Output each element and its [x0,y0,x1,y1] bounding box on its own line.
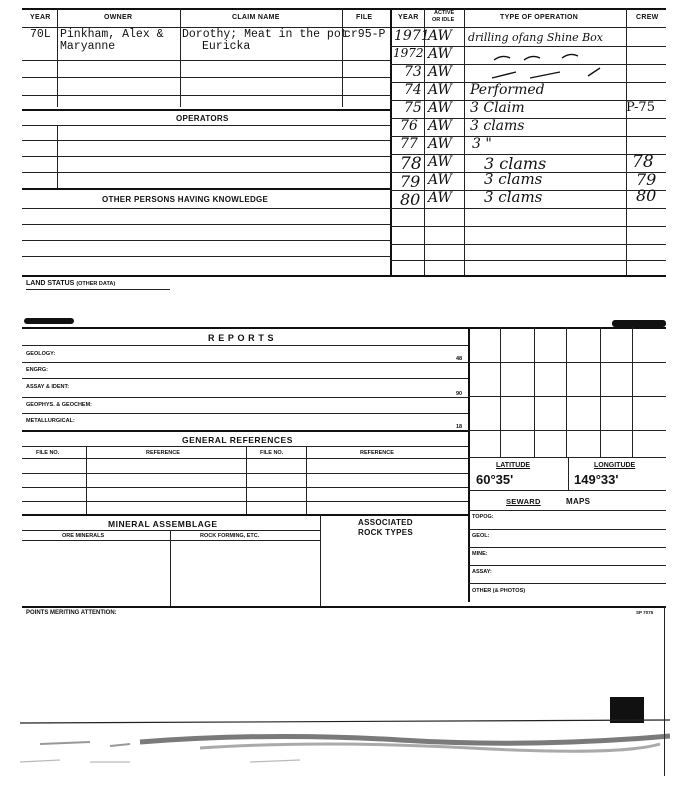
section-line [22,327,666,329]
ref-reference-1: REFERENCE [146,450,180,456]
row-line [22,140,390,141]
row-line [22,446,468,447]
col-divider [57,125,58,188]
row-line [468,510,666,511]
row-line [22,458,468,459]
report-engrg: ENGRG: [26,367,48,373]
header-or-idle: OR IDLE [432,17,455,23]
op-status-2: AW [428,46,452,62]
op-crew-5: P-75 [626,100,655,115]
op-year-10: 80 [400,190,421,209]
row-line [22,397,468,398]
section-line [22,188,390,190]
op-year-6: 76 [400,118,418,134]
maps-label: MAPS [566,497,591,506]
maps-assay: ASSAY: [472,569,492,575]
op-year-5: 75 [404,100,422,116]
year-code: 70L [30,28,51,41]
op-type-5: 3 Claim [470,100,525,116]
op-year-8: 78 [400,154,422,174]
row-line [22,362,468,363]
row-line [468,547,666,548]
row-line [22,378,468,379]
col-divider [464,8,465,276]
ore-minerals-heading: ORE MINERALS [62,533,105,539]
op-year-7: 77 [400,136,418,152]
latitude-value: 60°35' [476,472,514,487]
row-line [468,583,666,584]
col-divider [180,27,181,107]
row-line [22,540,320,541]
scan-noise [20,718,670,768]
header-crew: CREW [636,14,659,21]
report-geophys: GEOPHYS. & GEOCHEM: [26,402,93,408]
col-divider [320,514,321,606]
row-line [22,345,468,346]
op-status-3: AW [428,64,452,80]
grid-line [534,327,535,457]
row-line [22,256,390,257]
grid-line [468,362,666,363]
op-year-9: 79 [400,172,421,191]
land-status-heading [26,280,115,287]
row-line [468,490,666,491]
row-line [22,125,390,126]
longitude-value: 149°33' [574,472,619,487]
claim-line-2: Euricka [202,40,251,53]
row-line [22,95,390,96]
section-line [22,275,666,277]
claim-line-1: Dorothy; Meat in the pot [182,28,348,41]
op-year-2: 1972 [393,46,424,60]
col-divider [180,8,181,27]
row-line [22,487,468,488]
row-line [390,208,666,209]
header-year: YEAR [30,14,51,21]
scan-mark-right [612,320,666,327]
file-number: cr95-P [344,28,386,41]
ditto-marks [480,46,630,84]
grid-line [566,327,567,457]
op-status-9: AW [428,172,452,188]
row-line [22,156,390,157]
section-line [22,606,666,608]
scan-mark-left [24,318,74,324]
report-geology-num: 48 [456,356,463,362]
row-line [468,529,666,530]
row-line [390,226,666,227]
underline [26,289,170,290]
op-type-4: Performed [470,82,545,98]
col-divider [306,446,307,514]
top-border [22,8,666,10]
row-line [390,244,666,245]
row-line [22,224,390,225]
op-type-1: drilling ofang Shine Box [468,31,604,44]
op-status-7: AW [428,136,452,152]
col-divider [246,446,247,514]
header-active: ACTIVE [434,10,455,16]
col-divider [568,458,569,490]
owner-line-1: Pinkham, Alex & [60,28,164,41]
col-divider [86,446,87,514]
ref-file-no-2: FILE NO. [260,450,284,456]
row-line [468,565,666,566]
op-crew-9: 79 [636,170,657,189]
op-year-4: 74 [404,82,422,98]
row-line [22,530,320,531]
land-status-sub: (OTHER DATA) [76,281,116,287]
section-line [22,514,468,516]
maps-geol: GEOL: [472,533,490,539]
grid-line [600,327,601,457]
form-number: SP 7075 [636,610,654,615]
op-type-8: 3 clams [484,154,547,173]
header-year-ops: YEAR [398,14,419,21]
points-meriting-attention: POINTS MERITING ATTENTION: [26,610,117,616]
grid-line [632,327,633,457]
seward-label: SEWARD [506,497,541,506]
rock-forming-heading: ROCK FORMING, ETC. [200,533,260,539]
general-references-heading: GENERAL REFERENCES [182,435,293,445]
report-assay-num: 90 [456,391,463,397]
operators-heading: OPERATORS [176,114,229,123]
ref-reference-2: REFERENCE [360,450,394,456]
col-divider [57,8,58,27]
row-line [22,501,468,502]
grid-line [468,430,666,431]
row-line [22,208,390,209]
mineral-assemblage-heading: MINERAL ASSEMBLAGE [108,519,218,529]
op-type-10: 3 clams [484,188,543,206]
ref-file-no-1: FILE NO. [36,450,60,456]
other-persons-heading: OTHER PERSONS HAVING KNOWLEDGE [102,195,269,204]
op-status-6: AW [428,118,452,134]
op-status-10: AW [428,190,452,206]
op-crew-10: 80 [636,186,657,205]
land-status-label: LAND STATUS [26,280,75,287]
maps-topog: TOPOG: [472,514,494,520]
op-year-1: 1971 [394,28,430,44]
maps-mine: MINE: [472,551,488,557]
report-metallurgical: METALLURGICAL: [26,418,75,424]
op-year-3: 73 [404,64,422,80]
header-type-of-operation: TYPE OF OPERATION [500,14,579,21]
row-line [390,260,666,261]
section-divider [468,327,470,602]
row-line [22,473,468,474]
section-line [22,430,468,432]
col-divider [342,8,343,27]
op-status-4: AW [428,82,452,98]
rock-types-heading: ROCK TYPES [358,528,414,537]
grid-line [468,396,666,397]
col-divider [424,8,425,276]
report-geology: GEOLOGY: [26,351,56,357]
grid-line [500,327,501,457]
op-type-7: 3 " [472,136,492,152]
op-status-8: AW [428,154,452,170]
op-status-1: AW [428,28,452,44]
latitude-label: LATITUDE [496,462,531,469]
section-line [22,109,390,111]
header-owner: OWNER [104,14,133,21]
grid-line [468,457,666,458]
row-line [22,413,468,414]
row-line [22,60,390,61]
maps-other: OTHER (& PHOTOS) [472,588,526,594]
row-line [22,77,390,78]
report-assay: ASSAY & IDENT: [26,384,70,390]
col-divider [57,27,58,107]
longitude-label: LONGITUDE [594,462,636,469]
owner-line-2: Maryanne [60,40,116,53]
op-crew-8: 78 [632,152,654,172]
reports-heading: R E P O R T S [208,333,275,343]
op-type-6: 3 clams [470,118,525,134]
op-status-5: AW [428,100,452,116]
header-file: FILE [356,14,373,21]
header-claim-name: CLAIM NAME [232,14,280,21]
row-line [22,172,390,173]
report-metallurgical-num: 18 [456,424,463,430]
associated-heading: ASSOCIATED [358,518,413,527]
op-type-9: 3 clams [484,170,543,188]
col-divider [170,530,171,606]
left-right-divider [390,8,392,276]
row-line [22,240,390,241]
